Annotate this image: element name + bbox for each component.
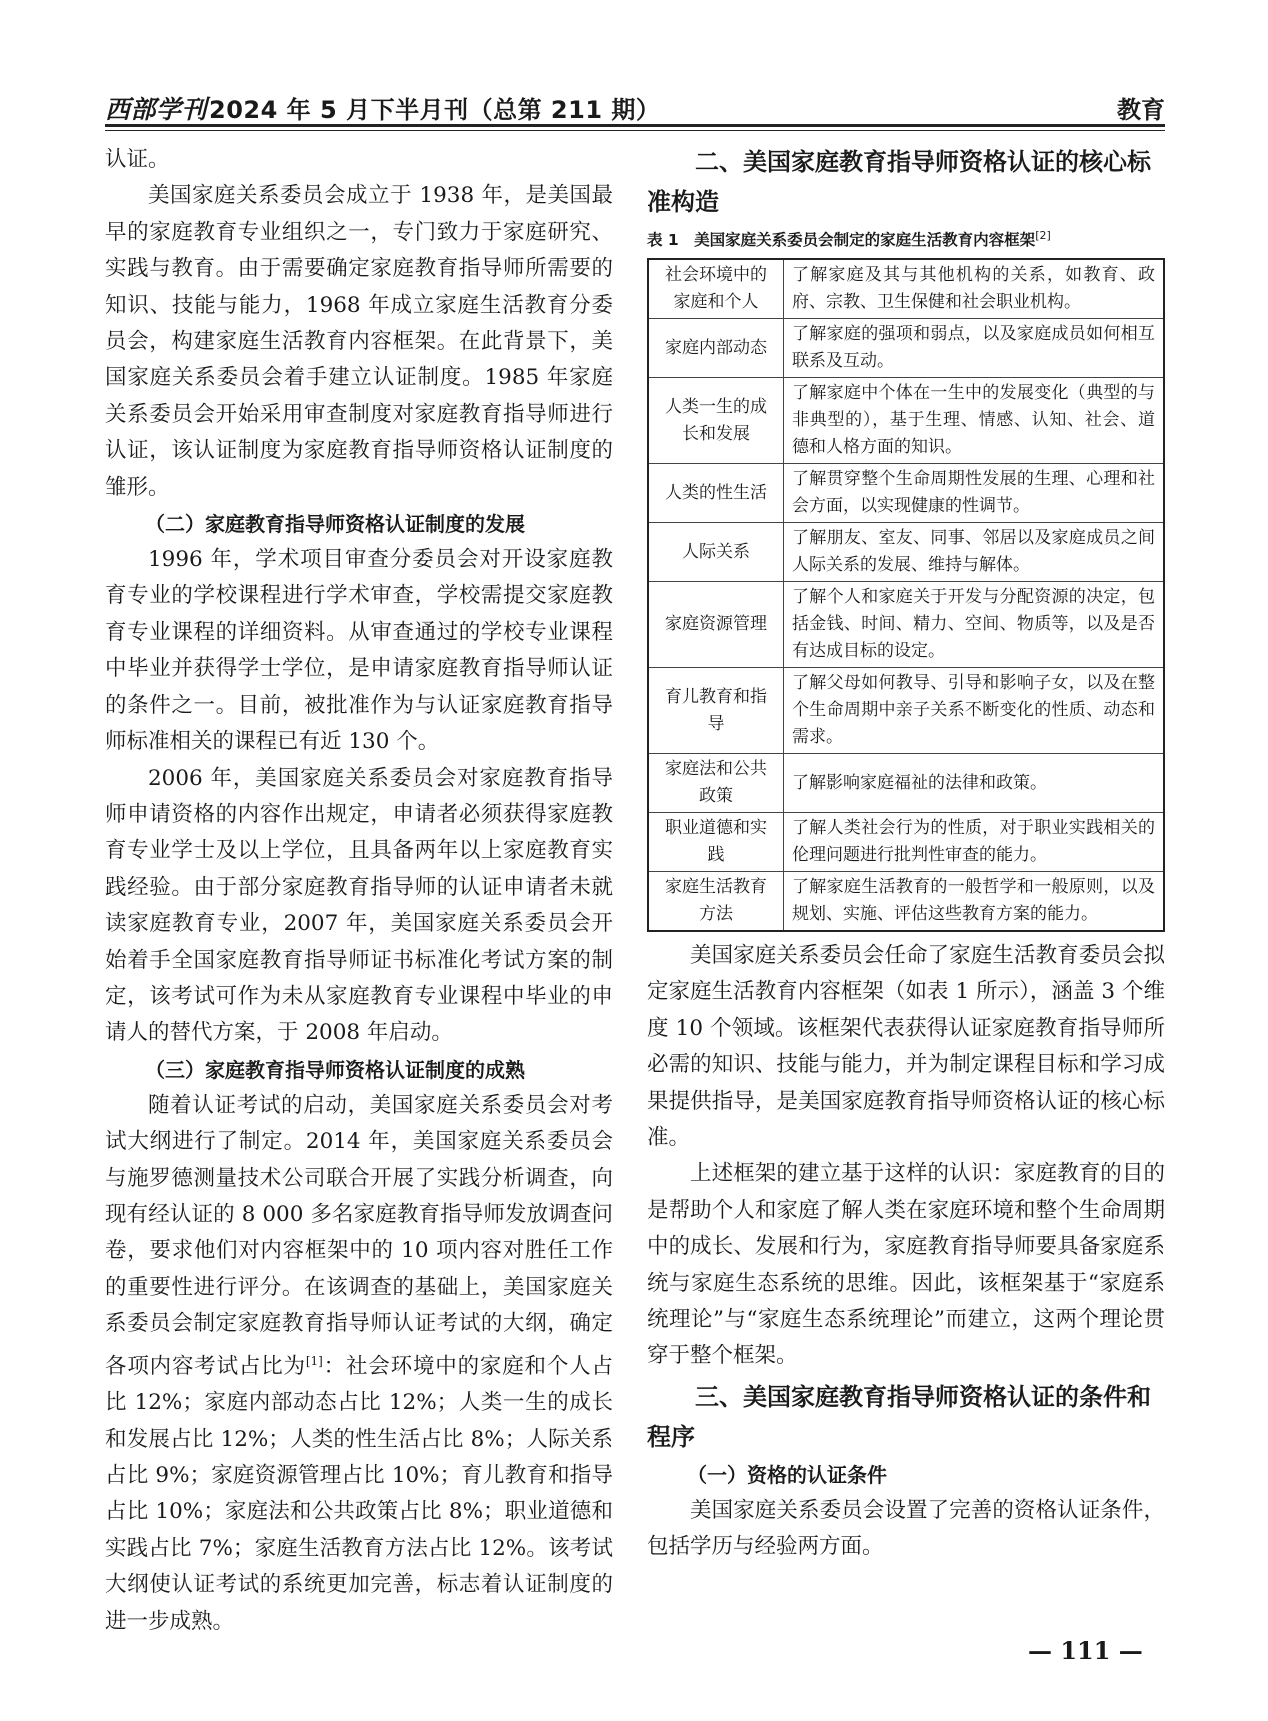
table-row xyxy=(648,668,1164,754)
paragraph: 1996 年，学术项目审查分委员会对开设家庭教育专业的学校课程进行学术审查，学校需提交家庭教育专业课程的详细资料。从审查通过的学校专业课程中毕业并获得学士学位，是申请家庭教育指导师认证的条件之一。目前，被批准作为与认证家庭教育指导师标准相关的课程已有近 130 个。 xyxy=(105,547,613,755)
table-row xyxy=(648,813,1164,872)
domain-cell: 家庭生活教育方法 xyxy=(648,872,784,932)
section-heading: 三、美国家庭教育指导师资格认证的条件和程序 xyxy=(647,1382,1151,1451)
description-cell: 了解家庭的强项和弱点，以及家庭成员如何相互联系及互动。 xyxy=(784,319,1165,378)
paragraph: 美国家庭关系委员会设置了完善的资格认证条件，包括学历与经验两方面。 xyxy=(647,1497,1165,1560)
description-cell: 了解人类社会行为的性质，对于职业实践相关的伦理问题进行批判性审查的能力。 xyxy=(784,813,1165,872)
table-row xyxy=(648,523,1164,582)
citation[interactable]: [1] xyxy=(305,1353,323,1368)
description-cell: 了解朋友、室友、同事、邻居以及家庭成员之间人际关系的发展、维持与解体。 xyxy=(784,523,1165,582)
domain-cell: 人际关系 xyxy=(648,523,784,582)
paragraph: 上述框架的建立基于这样的认识：家庭教育的目的是帮助个人和家庭了解人类在家庭环境和整个生命周期中的成长、发展和行为，家庭教育指导师要具备家庭系统与家庭生态系统的思维。因此，该框架基于“家庭系统理论”与“家庭生态系统理论”而建立，这两个理论贯穿于整个框架。 xyxy=(647,1161,1165,1369)
description-cell: 了解家庭及其与其他机构的关系，如教育、政府、宗教、卫生保健和社会职业机构。 xyxy=(784,259,1165,319)
description-cell: 了解影响家庭福祉的法律和政策。 xyxy=(784,754,1165,813)
header-rule xyxy=(105,124,1165,127)
table-row xyxy=(648,464,1164,523)
subheading: （三）家庭教育指导师资格认证制度的成熟 xyxy=(145,1057,525,1082)
framework-table xyxy=(647,258,1165,932)
right-column xyxy=(647,142,1165,1566)
paragraph: 2006 年，美国家庭关系委员会对家庭教育指导师申请资格的内容作出规定，申请者必须获得家庭教育专业学士及以上学位，且具备两年以上家庭教育实践经验。由于部分家庭教育指导师的认证申请者未就读家庭教育专业，2007 年，美国家庭关系委员会开始着手全国家庭教育指导师证书标准化考试方案的制定，该考试可作为未从家庭教育专业课程中毕业的申请人的替代方案，于 2008 年启动。 xyxy=(105,765,613,1046)
domain-cell: 社会环境中的家庭和个人 xyxy=(648,259,784,319)
description-cell: 了解个人和家庭关于开发与分配资源的决定，包括金钱、时间、精力、空间、物质等，以及是否有达成目标的设定。 xyxy=(784,582,1165,668)
table-row xyxy=(648,378,1164,464)
domain-cell: 家庭资源管理 xyxy=(648,582,784,668)
domain-cell: 家庭内部动态 xyxy=(648,319,784,378)
subheading: （一）资格的认证条件 xyxy=(687,1462,887,1487)
domain-cell: 职业道德和实践 xyxy=(648,813,784,872)
table-row xyxy=(648,754,1164,813)
journal-issue xyxy=(105,90,660,126)
description-cell: 了解家庭生活教育的一般哲学和一般原则，以及规划、实施、评估这些教育方案的能力。 xyxy=(784,872,1165,932)
paragraph-text: 随着认证考试的启动，美国家庭关系委员会对考试大纲进行了制定。2014 年，美国家庭关系委员会与施罗德测量技术公司联合开展了实践分析调查，向现有经认证的 8 000 多名家庭教育指导师发放调查问卷，要求他们对内容框架中的 10 项内容对胜任工作的重要性进行评分。在该调查的基础上，美国家庭关系委员会制定家庭教育指导师认证考试的大纲，确定各项内容考试占比为 xyxy=(105,1092,613,1379)
paragraph: 认证。 xyxy=(105,147,170,172)
caption-text: 表 1 美国家庭关系委员会制定的家庭生活教育内容框架 xyxy=(647,231,1036,249)
citation[interactable]: [2] xyxy=(1035,228,1051,242)
section-label: 教育 xyxy=(1117,96,1165,124)
paragraph: 美国家庭关系委员会成立于 1938 年，是美国最早的家庭教育专业组织之一，专门致力于家庭研究、实践与教育。由于需要确定家庭教育指导师所需要的知识、技能与能力，1968 年成立家庭生活教育分委员会，构建家庭生活教育内容框架。在此背景下，美国家庭关系委员会着手建立认证制度。1985 年家庭关系委员会开始采用审查制度对家庭教育指导师进行认证，该认证制度为家庭教育指导师资格认证制度的雏形。 xyxy=(105,183,613,500)
page-number: — 111 — xyxy=(1028,1636,1143,1665)
left-column xyxy=(105,142,613,1640)
description-cell: 了解家庭中个体在一生中的发展变化（典型的与非典型的），基于生理、情感、认知、社会、道德和人格方面的知识。 xyxy=(784,378,1165,464)
paragraph xyxy=(105,1088,613,1640)
subheading: （二）家庭教育指导师资格认证制度的发展 xyxy=(145,512,525,537)
header-rule-thin xyxy=(105,130,1165,131)
description-cell: 了解父母如何教导、引导和影响子女，以及在整个生命周期中亲子关系不断变化的性质、动态和需求。 xyxy=(784,668,1165,754)
domain-cell: 家庭法和公共政策 xyxy=(648,754,784,813)
paragraph-text: ：社会环境中的家庭和个人占比 12%；家庭内部动态占比 12%；人类一生的成长和发展占比 12%；人类的性生活占比 8%；人际关系占比 9%；家庭资源管理占比 10%；育儿教育和指导占比 10%；家庭法和公共政策占比 8%；职业道德和实践占比 7%；家庭生活教育方法占比 12%。该考试大纲使认证考试的系统更加完善，标志着认证制度的进一步成熟。 xyxy=(105,1353,613,1634)
section-heading: 二、美国家庭教育指导师资格认证的核心标准构造 xyxy=(647,148,1151,216)
issue-label: 2024 年 5 月下半月刊（总第 211 期） xyxy=(209,96,661,124)
domain-cell: 人类一生的成长和发展 xyxy=(648,378,784,464)
table-row xyxy=(648,872,1164,932)
domain-cell: 人类的性生活 xyxy=(648,464,784,523)
paragraph: 美国家庭关系委员会任命了家庭生活教育委员会拟定家庭生活教育内容框架（如表 1 所示），涵盖 3 个维度 10 个领域。该框架代表获得认证家庭教育指导师所必需的知识、技能与能力，并为制定课程目标和学习成果提供指导，是美国家庭教育指导师资格认证的核心标准。 xyxy=(647,943,1165,1151)
table-row xyxy=(648,319,1164,378)
table-caption xyxy=(647,228,1165,250)
description-cell: 了解贯穿整个生命周期性发展的生理、心理和社会方面，以实现健康的性调节。 xyxy=(784,464,1165,523)
domain-cell: 育儿教育和指导 xyxy=(648,668,784,754)
table-row xyxy=(648,259,1164,319)
table-row xyxy=(648,582,1164,668)
journal-logo: 西部学刊 xyxy=(105,95,208,124)
